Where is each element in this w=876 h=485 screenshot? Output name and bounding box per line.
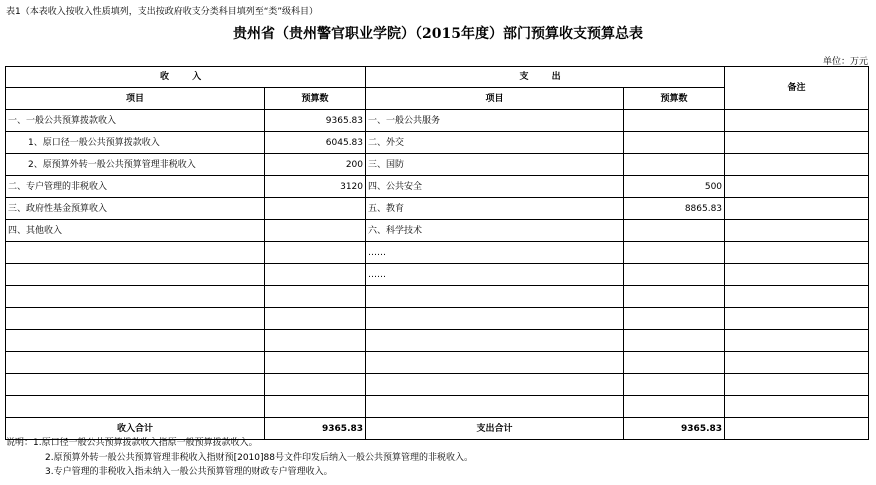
- footnote-1: 说明：1.原口径一般公共预算拨款收入指原一般预算拨款收入。: [6, 438, 258, 448]
- income-item-cell: [6, 352, 265, 374]
- remark-cell: [725, 352, 869, 374]
- expense-item-cell: 五、教育: [366, 198, 624, 220]
- income-budget-header: 预算数: [265, 88, 366, 110]
- expense-item-cell: [366, 308, 624, 330]
- expense-value-cell: 500: [624, 176, 725, 198]
- income-item-cell: 2、原预算外转一般公共预算管理非税收入: [6, 154, 265, 176]
- expense-value-cell: [624, 220, 725, 242]
- table-row: [6, 176, 869, 198]
- expense-value-cell: [624, 264, 725, 286]
- income-value-cell: [265, 198, 366, 220]
- remark-cell: [725, 330, 869, 352]
- table-body: [6, 110, 869, 418]
- expense-value-cell: [624, 308, 725, 330]
- expense-value-cell: 8865.83: [624, 198, 725, 220]
- expense-value-cell: [624, 110, 725, 132]
- table-row: [6, 330, 869, 352]
- remark-cell: [725, 374, 869, 396]
- income-total-label: 收入合计: [6, 418, 265, 440]
- remark-cell: [725, 154, 869, 176]
- expense-item-cell: [366, 330, 624, 352]
- table-row: [6, 352, 869, 374]
- expense-item-cell: [366, 396, 624, 418]
- expense-value-cell: [624, 154, 725, 176]
- table-row: [6, 374, 869, 396]
- income-value-cell: [265, 308, 366, 330]
- expense-value-cell: [624, 132, 725, 154]
- expense-value-cell: [624, 286, 725, 308]
- expense-total-value: 9365.83: [624, 418, 725, 440]
- income-item-cell: [6, 308, 265, 330]
- footnote-2: 2.原预算外转一般公共预算管理非税收入指财预[2010]88号文件印发后纳入一般公共预算管理的非税收入。: [45, 452, 473, 463]
- expense-item-cell: 一、一般公共服务: [366, 110, 624, 132]
- income-value-cell: 3120: [265, 176, 366, 198]
- remark-header: 备注: [725, 67, 869, 110]
- expense-item-cell: [366, 352, 624, 374]
- income-item-cell: 1、原口径一般公共预算拨款收入: [6, 132, 265, 154]
- expense-value-cell: [624, 242, 725, 264]
- expense-item-cell: ……: [366, 264, 624, 286]
- expense-section-header: 支 出: [366, 67, 725, 88]
- income-value-cell: [265, 374, 366, 396]
- remark-cell: [725, 396, 869, 418]
- page-title: 贵州省（贵州警官职业学院）（2015年度）部门预算收支预算总表: [233, 26, 643, 42]
- income-item-cell: [6, 264, 265, 286]
- table-row: [6, 308, 869, 330]
- remark-cell: [725, 132, 869, 154]
- income-item-cell: 二、专户管理的非税收入: [6, 176, 265, 198]
- expense-value-cell: [624, 374, 725, 396]
- table-row: [6, 220, 869, 242]
- table-row: [6, 286, 869, 308]
- remark-cell: [725, 198, 869, 220]
- remark-cell: [725, 110, 869, 132]
- income-value-cell: [265, 330, 366, 352]
- income-value-cell: 9365.83: [265, 110, 366, 132]
- income-item-cell: [6, 286, 265, 308]
- budget-summary-table: [5, 66, 869, 440]
- income-value-cell: [265, 264, 366, 286]
- table-row: [6, 396, 869, 418]
- income-total-value: 9365.83: [265, 418, 366, 440]
- unit-label: 单位：万元: [822, 57, 868, 67]
- income-item-header: 项目: [6, 88, 265, 110]
- remark-cell: [725, 264, 869, 286]
- remark-cell: [725, 308, 869, 330]
- footnote-3: 3.专户管理的非税收入指未纳入一般公共预算管理的财政专户管理收入。: [45, 467, 333, 477]
- income-item-cell: [6, 396, 265, 418]
- income-value-cell: [265, 242, 366, 264]
- income-value-cell: [265, 352, 366, 374]
- expense-item-header: 项目: [366, 88, 624, 110]
- expense-value-cell: [624, 330, 725, 352]
- expense-item-cell: [366, 374, 624, 396]
- expense-item-cell: [366, 286, 624, 308]
- remark-cell: [725, 242, 869, 264]
- income-item-cell: [6, 330, 265, 352]
- expense-item-cell: 四、公共安全: [366, 176, 624, 198]
- income-value-cell: 200: [265, 154, 366, 176]
- income-item-cell: [6, 374, 265, 396]
- remark-cell: [725, 176, 869, 198]
- income-value-cell: [265, 220, 366, 242]
- income-value-cell: 6045.83: [265, 132, 366, 154]
- expense-value-cell: [624, 352, 725, 374]
- income-value-cell: [265, 286, 366, 308]
- footnotes: [6, 436, 473, 480]
- remark-cell: [725, 418, 869, 440]
- expense-item-cell: ……: [366, 242, 624, 264]
- income-item-cell: 四、其他收入: [6, 220, 265, 242]
- table-row: [6, 264, 869, 286]
- expense-value-cell: [624, 396, 725, 418]
- table-row: [6, 110, 869, 132]
- table-number-note: 表1（本表收入按收入性质填列，支出按政府收支分类科目填列至“类”级科目）: [6, 7, 319, 17]
- remark-cell: [725, 220, 869, 242]
- remark-cell: [725, 286, 869, 308]
- table-row: [6, 242, 869, 264]
- income-section-header: 收 入: [6, 67, 366, 88]
- expense-item-cell: 二、外交: [366, 132, 624, 154]
- income-value-cell: [265, 396, 366, 418]
- table-row: [6, 154, 869, 176]
- expense-total-label: 支出合计: [366, 418, 624, 440]
- expense-budget-header: 预算数: [624, 88, 725, 110]
- table-row: [6, 198, 869, 220]
- income-item-cell: [6, 242, 265, 264]
- income-item-cell: 三、政府性基金预算收入: [6, 198, 265, 220]
- expense-item-cell: 六、科学技术: [366, 220, 624, 242]
- table-row: [6, 132, 869, 154]
- expense-item-cell: 三、国防: [366, 154, 624, 176]
- income-item-cell: 一、一般公共预算拨款收入: [6, 110, 265, 132]
